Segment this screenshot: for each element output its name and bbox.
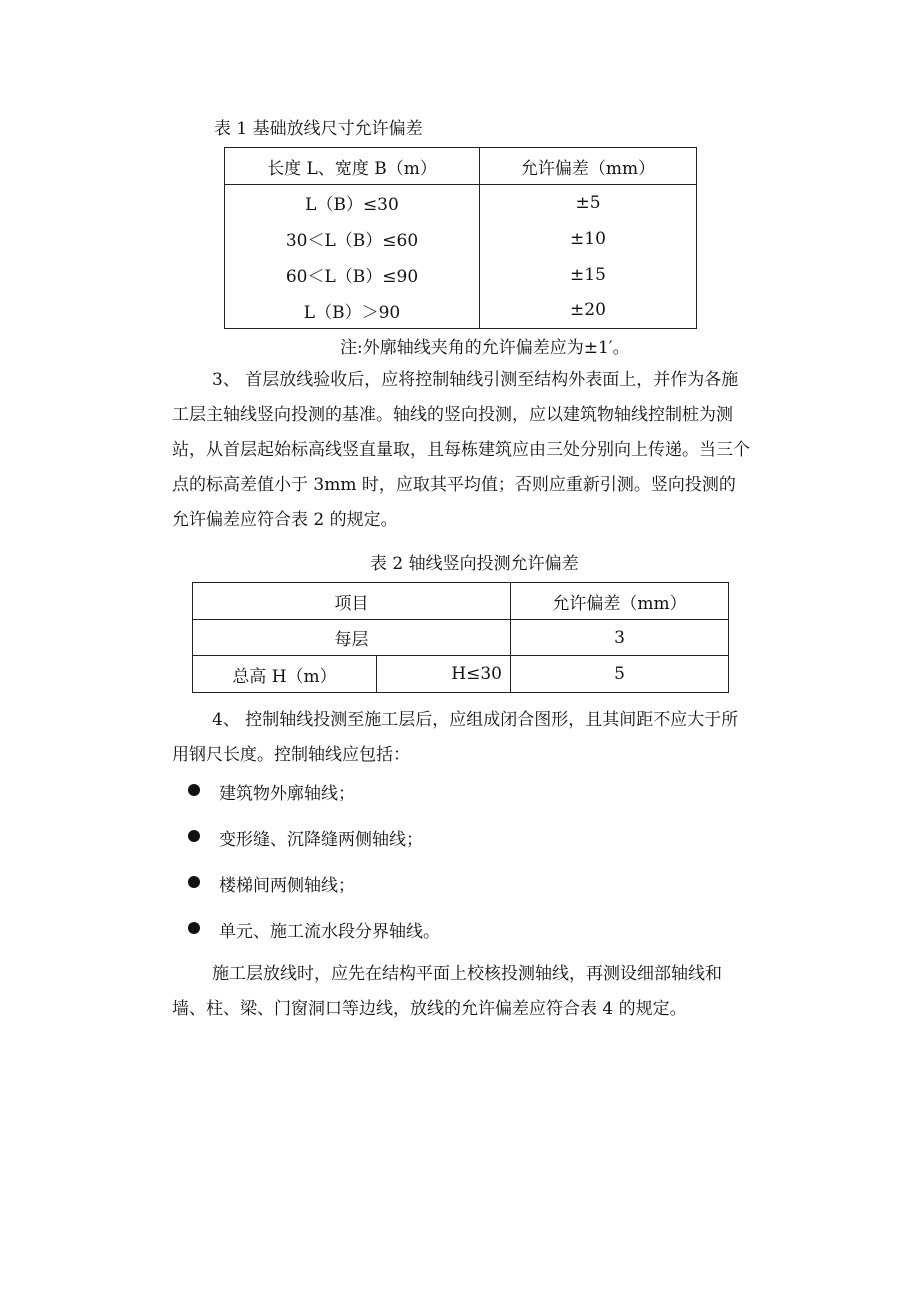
list-item: 单元、施工流水段分界轴线。 xyxy=(219,922,440,942)
table2-caption: 表 2 轴线竖向投测允许偏差 xyxy=(370,554,579,574)
bullet-icon xyxy=(188,830,200,842)
table2-cell-total-height: 总高 H（m） xyxy=(193,656,377,693)
section4-paragraph: 4、 控制轴线投测至施工层后，应组成闭合图形，且其间距不应大于所用钢尺长度。控制轴线应包括： xyxy=(172,710,739,765)
table1-caption: 表 1 基础放线尺寸允许偏差 xyxy=(214,119,423,139)
table1-cell-range: 30＜L（B）≤60 xyxy=(225,221,480,257)
table1-cell-tolerance: ±20 xyxy=(480,293,697,329)
table2-header-item: 项目 xyxy=(193,583,511,620)
table2 xyxy=(192,582,729,693)
list-item: 楼梯间两侧轴线； xyxy=(219,876,355,896)
table1-cell-range: L（B）≤30 xyxy=(225,185,480,221)
bullet-icon xyxy=(188,876,200,888)
table1 xyxy=(224,147,697,329)
table1-header-dimension: 长度 L、宽度 B（m） xyxy=(225,148,480,185)
table1-note: 注:外廓轴线夹角的允许偏差应为±1′。 xyxy=(340,338,630,358)
table-row xyxy=(225,185,697,221)
section3-paragraph: 3、 首层放线验收后，应将控制轴线引测至结构外表面上，并作为各施工层主轴线竖向投测的基准。轴线的竖向投测，应以建筑物轴线控制桩为测站，从首层起始标高线竖直量取，且每栋建筑应由三处分别向上传递。当三个点的标高差值小于 3mm 时，应取其平均值；否则应重新引测。竖向投测的允许偏差应符合表 2 的规定。 xyxy=(172,370,750,530)
table-row xyxy=(225,293,697,329)
table2-cell-item: 每层 xyxy=(193,620,511,656)
table2-cell-range: H≤30 xyxy=(377,656,511,693)
list-item: 变形缝、沉降缝两侧轴线； xyxy=(219,830,423,850)
table-row xyxy=(225,257,697,293)
table2-header-row xyxy=(193,583,729,620)
table2-header-tolerance: 允许偏差（mm） xyxy=(511,583,729,620)
table1-header-tolerance: 允许偏差（mm） xyxy=(480,148,697,185)
table-row xyxy=(225,221,697,257)
table1-header-row xyxy=(225,148,697,185)
table1-cell-range: L（B）＞90 xyxy=(225,293,480,329)
list-item: 建筑物外廓轴线； xyxy=(219,784,355,804)
table2-cell-value: 3 xyxy=(511,620,729,656)
table1-cell-tolerance: ±15 xyxy=(480,257,697,293)
table1-cell-range: 60＜L（B）≤90 xyxy=(225,257,480,293)
table-row xyxy=(193,620,729,656)
closing-paragraph: 施工层放线时，应先在结构平面上校核投测轴线，再测设细部轴线和墙、柱、梁、门窗洞口等边线，放线的允许偏差应符合表 4 的规定。 xyxy=(172,964,722,1019)
bullet-icon xyxy=(188,922,200,934)
table1-cell-tolerance: ±10 xyxy=(480,221,697,257)
table-row xyxy=(193,656,729,693)
table2-cell-value: 5 xyxy=(511,656,729,693)
table1-cell-tolerance: ±5 xyxy=(480,185,697,221)
bullet-icon xyxy=(188,784,200,796)
